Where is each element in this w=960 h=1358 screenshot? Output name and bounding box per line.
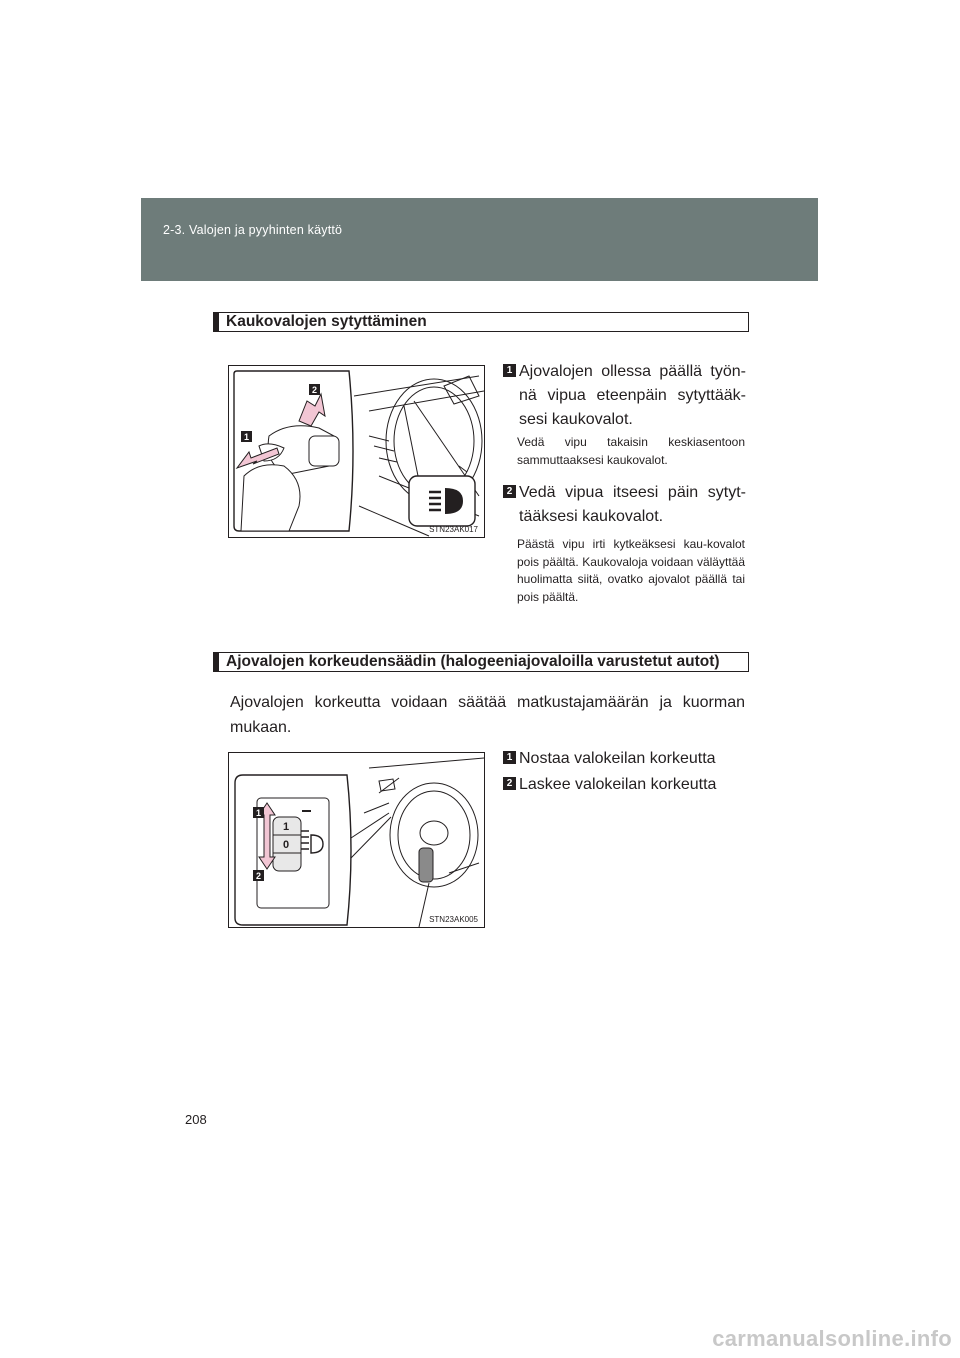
list-item-text: Vedä vipua itseesi päin sytyt-tääksesi kaukovalot. bbox=[519, 484, 746, 525]
svg-text:1: 1 bbox=[255, 808, 262, 818]
number-badge: 2 bbox=[503, 485, 516, 498]
svg-text:2: 2 bbox=[255, 871, 262, 881]
number-badge: 2 bbox=[503, 777, 516, 790]
list-item-text: Ajovalojen ollessa päällä työn-nä vipua eteenpäin sytyttääk-sesi kaukovalot. bbox=[519, 363, 746, 428]
figure-code: STN23AK005 bbox=[429, 915, 478, 924]
section-heading-leveling bbox=[213, 652, 749, 672]
list-item-flash bbox=[503, 481, 746, 529]
svg-text:2: 2 bbox=[311, 385, 318, 395]
figure-leveling-dial bbox=[228, 752, 485, 928]
number-badge: 1 bbox=[503, 364, 516, 377]
list-item-text: Nostaa valokeilan korkeutta bbox=[519, 750, 716, 767]
note-high-beam-off: Vedä vipu takaisin keskiasentoon sammuttaaksesi kaukovalot. bbox=[517, 435, 745, 467]
list-item-lower-beam bbox=[503, 773, 746, 797]
figure-code: STN23AK017 bbox=[429, 525, 478, 534]
list-item-raise-beam bbox=[503, 747, 746, 771]
svg-text:1: 1 bbox=[243, 432, 250, 442]
body-paragraph: Ajovalojen korkeutta voidaan säätää matkustajamäärän ja kuorman mukaan. bbox=[230, 694, 745, 736]
watermark-link[interactable]: carmanualsonline.info bbox=[712, 1326, 952, 1351]
section-header-band bbox=[141, 198, 818, 281]
figure-high-beam-lever bbox=[228, 365, 485, 538]
list-item-high-beam-on bbox=[503, 360, 746, 432]
dial-label-0: 0 bbox=[283, 839, 290, 851]
list-item-text: Laskee valokeilan korkeutta bbox=[519, 776, 717, 793]
number-badge: 1 bbox=[503, 751, 516, 764]
section-heading-text: Ajovalojen korkeudensäädin (halogeeniajovaloilla varustetut autot) bbox=[226, 653, 720, 670]
section-heading-high-beam bbox=[213, 312, 749, 332]
dial-label-1: 1 bbox=[283, 821, 290, 833]
section-heading-text: Kaukovalojen sytyttäminen bbox=[226, 313, 427, 330]
high-beam-illustration bbox=[229, 366, 484, 537]
page-number: 208 bbox=[185, 1112, 207, 1127]
leveling-dial-illustration bbox=[229, 753, 484, 927]
section-title: 2-3. Valojen ja pyyhinten käyttö bbox=[163, 223, 343, 237]
note-flash: Päästä vipu irti kytkeäksesi kau-kovalot pois päältä. Kaukovaloja voidaan väläyttää huolimatta siitä, ovatko ajovalot päällä tai pois päältä. bbox=[517, 537, 745, 604]
